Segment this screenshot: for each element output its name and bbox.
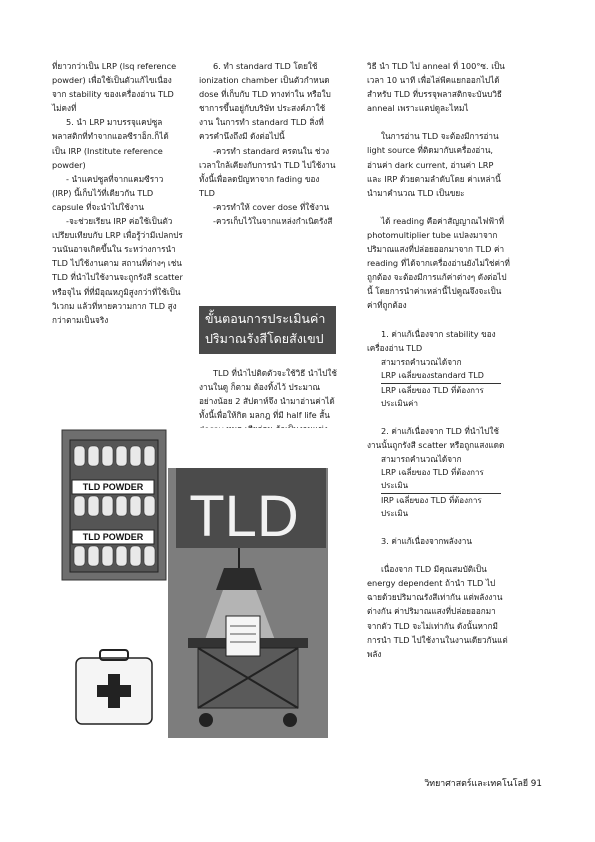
- tld-illustration: [58, 428, 328, 746]
- fraction-denominator: IRP เฉลี่ยของ TLD ที่ต้องการประเมิน: [381, 496, 482, 519]
- paragraph: - นำแคปซูลที่จากแคมซีราว (IRP) นี้เก็บไว้ที่เดียวกัน TLD capsule ที่จะนำไปใช้งาน: [52, 173, 164, 212]
- paragraph: ที่ยาวกว่าเป็น LRP (lsq reference powder) เพื่อใช้เป็นตัวแก้ไขเนื่อง จาก stability ของเครื่องอ่าน TLD ไม่คงที่: [52, 61, 177, 114]
- paragraph: ในการอ่าน TLD จะต้องมีการอ่าน light source ที่ติดมากับเครื่องอ่าน, อ่านค่า dark current, อ่านค่า LRP และ IRP ด้วยตามลำดับโดย ค่าเหล่านี้นำมาคำนวณ TLD เป็นขยะ: [367, 131, 501, 198]
- fraction-numerator: LRP เฉลี่ยของ TLD ที่ต้องการประเมิน: [381, 466, 501, 494]
- label-tld-powder-1: TLD POWDER: [82, 482, 144, 492]
- big-tld-text: TLD: [189, 484, 299, 549]
- section-title: ขั้นตอนการประเมินค่าปริมาณรังสีโดยสังเขป: [205, 311, 326, 346]
- fraction-1: [367, 369, 501, 410]
- list-item-sub: สามารถคำนวณได้จาก: [381, 453, 462, 464]
- paragraph: 6. ทำ standard TLD โดยใช้ ionization chamber เป็นตัวกำหนด dose ที่เก็บกับ TLD ทางท่าใน หรือใบชาการขึ้นอยู่กับบริษัท ประสงค์ภาใช้งาน ในการทำ standard TLD สิ่งที่ควรคำนึงถึงมี ดังต่อไปนี้: [199, 61, 331, 142]
- fraction-numerator: LRP เฉลี่ยของstandard TLD: [381, 369, 501, 384]
- fraction-2: [367, 466, 501, 520]
- paragraph: -ควรทำ standard ครตนใน ช่วงเวลาใกล้เคียงกับการนำ TLD ไปใช้งาน ทั้งนี้เพื่อลดปัญหาจาก fading ของ TLD: [199, 145, 336, 198]
- page-footer: วิทยาศาสตร์และเทคโนโลยี 91: [424, 779, 542, 789]
- paragraph: เนื่องจาก TLD มีคุณสมบัติเป็น energy dependent ถ้านำ TLD ไปฉายด้วยปริมาณรังสีเท่ากัน แต่พลังงานต่างกัน ค่าปริมาณแสงที่ปล่อยออกมาจากตัว TLD จะไม่เท่ากัน ดังนั้นหากมีการนำ TLD ไปใช้งานในงานเดียวกันแต่พลัง: [367, 564, 508, 659]
- section-title-box: [199, 306, 336, 354]
- list-item: 2. ค่าแก้เนื่องจาก TLD ที่นำไปใช้งานนั้นถูกรังสี scatter หรือถูกแสงแดด: [367, 425, 505, 450]
- column-left: [52, 59, 184, 327]
- paragraph: -จะช่วยเรียน IRP ค่อใช้เป็นตัวเปรียบเทียบกับ LRP เพื่อรู้ว่ามีเปลกปรวนนันอาจเกิดขึ้นใน ระหว่างการนำ TLD ไปใช้งานตาม สถานที่ต่างๆ เช่น TLD ที่นำไปใช้งานจะถูกรังสี scatter หรือจุไน ที่ที่มีอุณหภูมิสูงกว่าที่ใช้เป็นวิเวกม แล้วที่หายความกาก TLD สูงกว่าตามเป็นจริง: [52, 216, 183, 325]
- paragraph: ได้ reading คือค่าสัญญาณไฟฟ้าที่ photomultiplier tube แปลงมาจากปริมาณแสงที่ปล่อยออกมาจาก TLD ค่า reading ที่ได้จากเครื่องอ่านยังไม่ใช่ค่าที่ถูกต้อง จะต้องมีการแก้ค่าต่างๆ ดังต่อไปนี้ โดยการนำค่าเหล่านี้ไปคูณจึงจะเป็นค่าที่ถูกต้อง: [367, 215, 510, 311]
- column-right: [367, 59, 510, 661]
- paragraph: TLD ที่นำไปติดตัวจะใช้วิธี นำไปใช้งานในดู ก็ตาม ต้องทิ้งไว้ ประมาณอย่างน้อย 2 สัปดาห์จึง นำมาอ่านค่าได้ ทั้งนี้เพื่อให้กิด มลกฎ ที่มี half life สั้น: [199, 368, 337, 421]
- paragraph: 5. นำ LRP มาบรรจุแคปซูล พลาสติกที่ทำจากแอลซีราอ็ก.ก็ได้ เป็น IRP (Institute reference powder): [52, 117, 169, 170]
- column-middle-top: [199, 59, 337, 228]
- list-item: 1. ค่าแก้เนื่องจาก stability ของเครื่องอ่าน TLD: [367, 328, 496, 353]
- paragraph: วิธี นำ TLD ไป anneal ที่ 100°ซ. เป็นเวลา 10 นาที เพื่อไล่พีคแยกออกไปได้ สำหรับ TLD ที่บรรจุพลาสติกจะบันบวิธี anneal เพราะแตปดูละไหมไ: [367, 61, 505, 114]
- label-tld-powder-2: TLD POWDER: [82, 532, 144, 542]
- paragraph: -ควรทำให้ cover dose ที่ใช้งาน: [213, 201, 330, 212]
- fraction-denominator: LRP เฉลี่ยของ TLD ที่ต้องการประเมินค่า: [381, 385, 484, 408]
- list-item-sub: สามารถคำนวณได้จาก: [381, 356, 462, 367]
- paragraph: -ควรเก็บไว้ในจากแหล่งกำเนิดรังสี: [213, 216, 333, 227]
- list-item: 3. ค่าแก้เนื่องจากพลังงาน: [381, 536, 472, 547]
